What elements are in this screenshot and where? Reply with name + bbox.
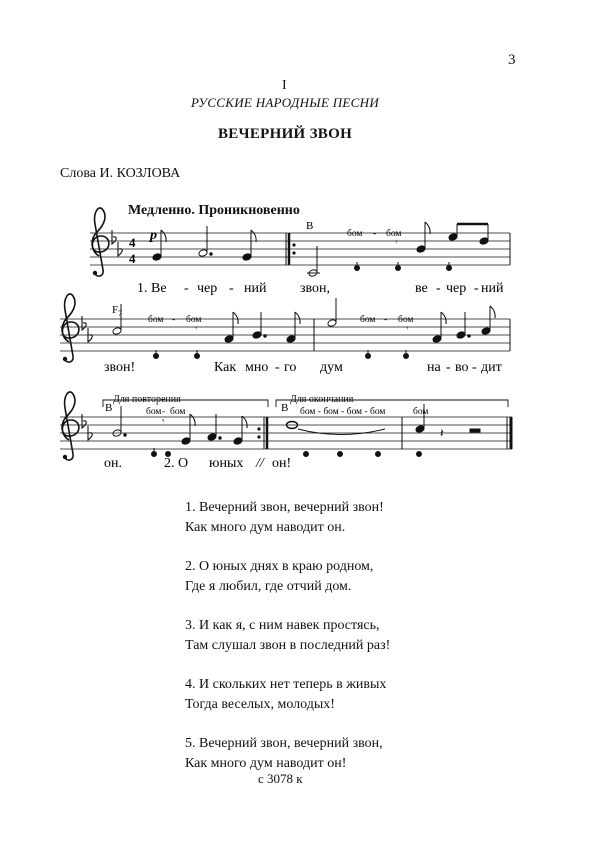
- treble-clef: [62, 392, 79, 460]
- svg-text:звон!: звон!: [104, 360, 136, 375]
- svg-text:дум: дум: [320, 360, 343, 375]
- bom-label: бом: [186, 315, 202, 325]
- treble-clef: [92, 208, 109, 276]
- time-signature-top: 4: [129, 235, 136, 250]
- svg-text:чер: чер: [197, 281, 218, 296]
- verse-3: 3. И как я, с ним навек простясь, Там слушал звон в последний раз!: [185, 618, 391, 653]
- chord-symbol: B: [281, 402, 289, 414]
- song-title: ВЕЧЕРНИЙ ЗВОН: [217, 126, 353, 142]
- bom-label: бом: [360, 315, 376, 325]
- svg-text://: //: [256, 456, 264, 471]
- rest-sign: 𝄽: [440, 426, 444, 440]
- svg-text:на: на: [427, 360, 441, 375]
- svg-text:2. О: 2. О: [164, 456, 189, 471]
- staff-system-1: [90, 208, 510, 296]
- flat-sign: [112, 230, 116, 244]
- tempo-marking: Медленно. Проникновенно: [128, 203, 300, 218]
- bom-label: бом: [170, 407, 186, 417]
- svg-text:-: -: [184, 281, 189, 296]
- volta-repeat-label: Для повторения: [113, 394, 181, 405]
- melody-notes: [152, 222, 489, 277]
- bom-run-label: бом - бом - бом - бом: [300, 407, 386, 417]
- lyricist-credit: Слова И. КОЗЛОВА: [60, 166, 181, 181]
- svg-text:Как: Как: [214, 360, 237, 375]
- dynamic-marking: p: [150, 228, 157, 243]
- svg-text:го: го: [284, 360, 297, 375]
- flat-sign: [82, 414, 86, 428]
- svg-text:юных: юных: [209, 456, 244, 471]
- section-number: I: [282, 78, 287, 93]
- svg-text:-: -: [474, 281, 479, 296]
- staff-system-2: [60, 294, 510, 375]
- svg-text:звон,: звон,: [300, 281, 331, 296]
- chord-symbol: B: [306, 220, 314, 232]
- flat-sign: [82, 316, 86, 330]
- bom-label: бом: [398, 315, 414, 325]
- svg-text:дит: дит: [481, 360, 502, 375]
- bom-dash: -: [172, 315, 176, 325]
- svg-text:чер: чер: [446, 281, 467, 296]
- rest-sign: 𝄾: [195, 323, 198, 333]
- svg-text:-: -: [275, 360, 280, 375]
- svg-text:ний: ний: [481, 281, 504, 296]
- volta-ending-label: Для окончания: [290, 394, 354, 405]
- treble-clef: [62, 294, 79, 362]
- svg-text:1. Ве: 1. Ве: [137, 281, 167, 296]
- staff-system-3: [60, 392, 512, 471]
- time-signature-bottom: 4: [129, 251, 136, 266]
- melody-notes: [112, 298, 495, 359]
- svg-text:мно: мно: [245, 360, 269, 375]
- bom-dash: -: [384, 315, 388, 325]
- lyrics-line-3: [104, 456, 291, 471]
- catalog-footer: с 3078 к: [258, 771, 303, 786]
- tie: [298, 429, 385, 435]
- svg-text:ний: ний: [244, 281, 267, 296]
- lyrics-line-2: [104, 360, 502, 375]
- svg-text:-: -: [472, 360, 477, 375]
- svg-text:он!: он!: [272, 456, 292, 471]
- bom-label: бом: [386, 229, 402, 239]
- rest-sign: 𝄾: [406, 323, 409, 333]
- verses-text: [185, 498, 390, 793]
- bom-label: бом: [146, 407, 162, 417]
- bom-label: бом: [148, 315, 164, 325]
- svg-text:ве: ве: [415, 281, 428, 296]
- verse-1: 1. Вечерний звон, вечерний звон! Как много дум наводит он.: [185, 500, 384, 535]
- lyrics-line-1: [137, 281, 504, 296]
- page-number: 3: [508, 52, 516, 68]
- verse-5: 5. Вечерний звон, вечерний звон, Как много дум наводит он!: [185, 736, 383, 771]
- svg-text:-: -: [446, 360, 451, 375]
- bom-dash: -: [162, 407, 166, 417]
- rest-sign: 𝄾: [395, 237, 398, 247]
- svg-text:во: во: [455, 360, 469, 375]
- svg-text:-: -: [436, 281, 441, 296]
- section-title: РУССКИЕ НАРОДНЫЕ ПЕСНИ: [190, 95, 380, 110]
- svg-text:он.: он.: [104, 456, 122, 471]
- verse-2: 2. О юных днях в краю родном, Где я любил, где отчий дом.: [185, 559, 374, 594]
- bom-label: бом: [347, 229, 363, 239]
- bom-dash: -: [373, 229, 377, 239]
- verse-4: 4. И скольких нет теперь в живых Тогда веселых, молодых!: [185, 677, 387, 712]
- bom-label: бом: [413, 407, 429, 417]
- rest-sign: 𝄾: [162, 416, 165, 426]
- chord-symbol: $F_7$: [112, 304, 123, 318]
- svg-text:-: -: [229, 281, 234, 296]
- chord-symbol: B: [105, 402, 113, 414]
